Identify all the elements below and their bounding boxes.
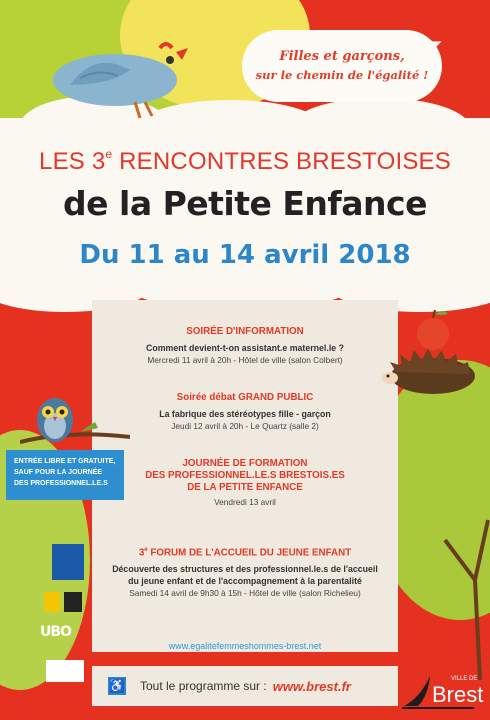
event-subtitle: Découverte des structures et des professionnel.le.s de l'accueil [112,564,378,575]
event-public-debate [92,392,398,432]
entry-line-1: ENTRÉE LIBRE ET GRATUITE, [14,458,116,465]
event-training-day [92,458,398,508]
event-details: Vendredi 13 avril [214,497,276,507]
event-heading: Soirée débat GRAND PUBLIC [176,392,314,403]
brest-website-link[interactable]: www.brest.fr [272,678,351,694]
event-forum [92,544,398,599]
event-subtitle: La fabrique des stéréotypes fille - garçon [159,409,331,419]
event-dates: Du 11 au 14 avril 2018 [79,240,411,270]
hedgehog-illustration-icon [378,306,478,396]
slogan-line-2: sur le chemin de l'égalité ! [255,68,429,82]
brest-name-label: Brest [432,682,484,707]
partner-logo-caf [52,544,84,580]
event-heading: JOURNÉE DE FORMATION [182,458,308,469]
event-subtitle: Comment devient-t-on assistant.e maternel.le ? [146,343,344,353]
website-link[interactable]: www.egalitefemmeshommes-brest.net [168,641,322,651]
program-text: Tout le programme sur : [140,679,267,693]
bird-illustration-icon [40,30,200,120]
free-entry-notice [6,450,124,500]
event-heading [92,544,398,559]
forum-title: FORUM DE L'ACCUEIL DU JEUNE ENFANT [147,547,352,559]
event-heading: DES PROFESSIONNEL.LE.S BRESTOIS.ES [145,470,345,481]
forum-sup: e [144,547,148,553]
title-line-2: de la Petite Enfance [63,184,427,223]
slogan-line-1: Filles et garçons, [279,49,405,64]
event-details: Samedi 14 avril de 9h30 à 15h - Hôtel de ville (salon Richelieu) [129,588,361,599]
forum-number: 3 [138,547,145,559]
entry-line-2: SAUF POUR LA JOURNÉE [14,469,103,476]
event-info-session [92,326,398,366]
title-line-1 [0,148,490,176]
partner-logo-ligue [46,660,84,682]
event-details: Jeudi 12 avril à 20h - Le Quartz (salle 2) [171,421,319,431]
event-subtitle: du jeune enfant et de l'accompagnement à la parentalité [128,576,362,587]
title-rest: RENCONTRES BRESTOISES [112,148,451,175]
entry-line-3: DES PROFESSIONNEL.LE.S [14,480,108,487]
ubo-logo: UBO [40,624,71,640]
wheelchair-accessibility-icon: ♿ [108,678,126,693]
partner-logo-departement [44,592,60,612]
brest-ville-label: VILLE DE [451,676,478,682]
owl-illustration-icon [20,392,130,452]
event-details: Mercredi 11 avril à 20h - Hôtel de ville (salon Colbert) [147,355,343,365]
partner-logo-finistere [64,592,82,612]
event-heading: DE LA PETITE ENFANCE [187,482,303,493]
tree-branch-icon [420,480,490,680]
title-sup: e [105,147,113,161]
program-link-row [108,676,351,696]
title-prefix: LES 3 [39,148,106,175]
program-card [92,300,398,652]
event-heading: SOIRÉE D'INFORMATION [186,326,304,337]
